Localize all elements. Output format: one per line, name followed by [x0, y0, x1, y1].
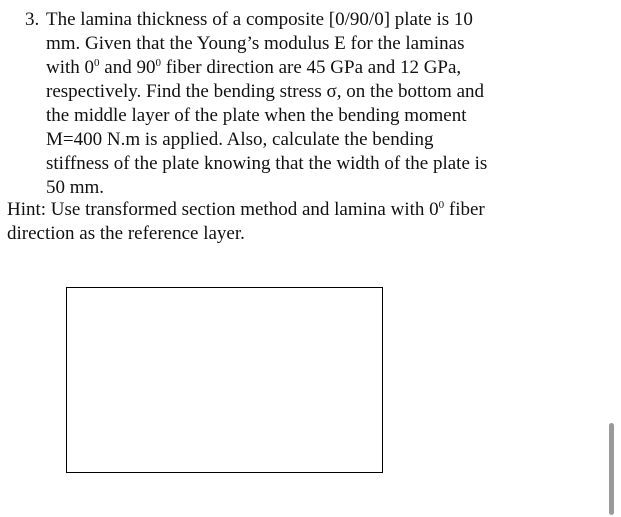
hint-line-2: direction as the reference layer.: [7, 223, 245, 244]
problem-line-2: mm. Given that the Young’s modulus E for the laminas: [46, 33, 465, 54]
problem-line-3-text-a: with 0: [46, 57, 95, 78]
hint-text-b: fiber: [444, 199, 485, 220]
problem-line-3: [46, 56, 461, 80]
degree-superscript: 0: [438, 199, 445, 211]
problem-line-6: M=400 N.m is applied. Also, calculate the bending: [46, 129, 434, 150]
degree-superscript: 0: [94, 57, 100, 69]
problem-line-3-text-b: and 90: [99, 57, 156, 78]
image-placeholder-box: [66, 287, 383, 473]
problem-line-3-text-c: fiber direction are 45 GPa and 12 GPa,: [160, 57, 462, 78]
problem-number: 3.: [25, 9, 40, 30]
problem-line-4: respectively. Find the bending stress σ, on the bottom and: [46, 81, 485, 102]
hint-line-1: [7, 198, 485, 222]
degree-superscript: 0: [155, 57, 161, 69]
hint-text-a: Hint: Use transformed section method and lamina with 0: [7, 199, 439, 220]
problem-line-7: stiffness of the plate knowing that the width of the plate is: [46, 153, 488, 174]
vertical-scrollbar[interactable]: [609, 423, 614, 515]
problem-line-8: 50 mm.: [46, 177, 105, 198]
problem-line-1: The lamina thickness of a composite [0/90/0] plate is 10: [46, 9, 473, 30]
problem-line-5: the middle layer of the plate when the bending moment: [46, 105, 467, 126]
